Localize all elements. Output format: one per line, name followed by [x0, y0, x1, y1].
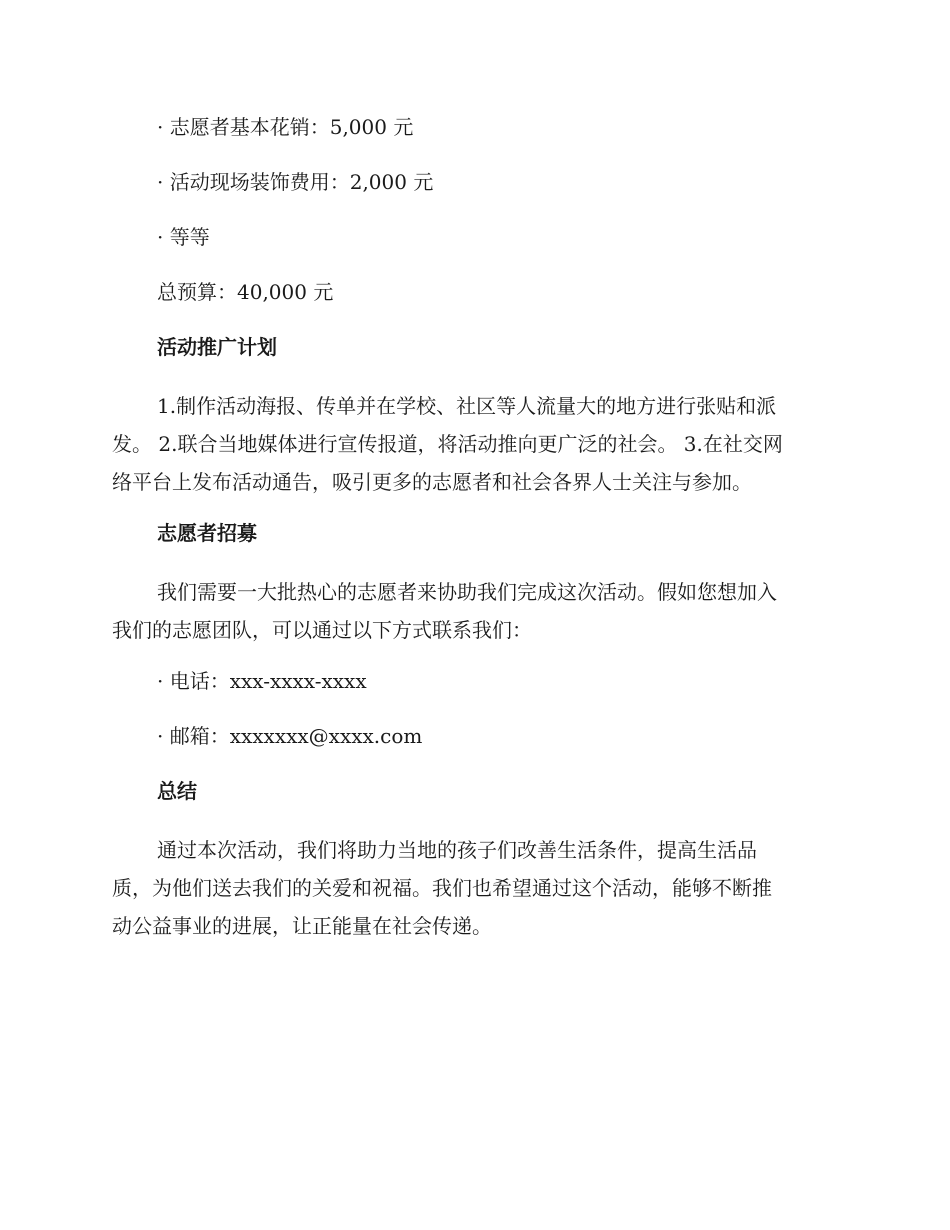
summary-line-3: 动公益事业的进展，让正能量在社会传递。: [112, 914, 492, 938]
promotion-line-3: 络平台上发布活动通告，吸引更多的志愿者和社会各界人士关注与参加。: [112, 470, 752, 494]
recruit-paragraph: [112, 573, 832, 649]
budget-item-decoration: · 活动现场装饰费用：2,000 元: [157, 170, 434, 194]
budget-item-etc: · 等等: [157, 225, 210, 249]
summary-line-1: 通过本次活动，我们将助力当地的孩子们改善生活条件，提高生活品: [157, 838, 757, 862]
promotion-paragraph: [112, 387, 832, 501]
promotion-line-2: 发。 2.联合当地媒体进行宣传报道，将活动推向更广泛的社会。 3.在社交网: [112, 432, 783, 456]
budget-total: 总预算：40,000 元: [157, 280, 334, 304]
contact-phone: · 电话：xxx-xxxx-xxxx: [157, 669, 367, 693]
promotion-line-1: 1.制作活动海报、传单并在学校、社区等人流量大的地方进行张贴和派: [157, 394, 777, 418]
recruit-line-1: 我们需要一大批热心的志愿者来协助我们完成这次活动。假如您想加入: [157, 580, 777, 604]
summary-paragraph: [112, 831, 832, 945]
recruit-heading: 志愿者招募: [157, 521, 257, 545]
summary-line-2: 质，为他们送去我们的关爱和祝福。我们也希望通过这个活动，能够不断推: [112, 876, 772, 900]
summary-heading: 总结: [157, 779, 197, 803]
contact-email: · 邮箱：xxxxxxx@xxxx.com: [157, 724, 423, 748]
promotion-heading: 活动推广计划: [157, 335, 277, 359]
recruit-line-2: 我们的志愿团队，可以通过以下方式联系我们：: [112, 618, 532, 642]
budget-item-volunteer: · 志愿者基本花销：5,000 元: [157, 115, 414, 139]
